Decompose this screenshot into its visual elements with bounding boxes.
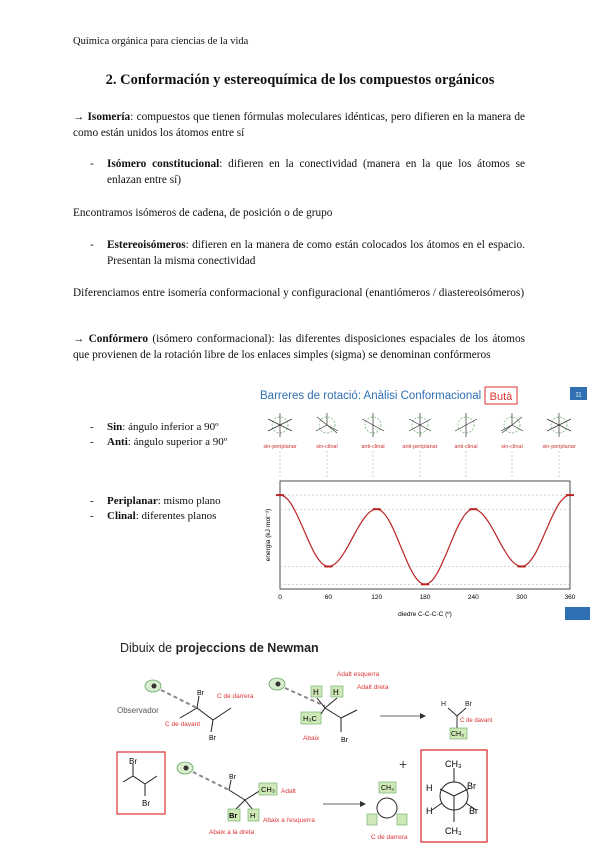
ch3-label: CH₃ xyxy=(445,826,462,836)
c-darrera-label: C de darrera xyxy=(217,693,254,700)
h-label: H xyxy=(426,806,433,816)
h-label: H xyxy=(333,688,339,697)
newman-title-bold: projeccions de Newman xyxy=(175,641,319,655)
eye-icon xyxy=(177,762,193,774)
list-item-periplanar: - Periplanar: mismo plano xyxy=(90,495,221,507)
data-point xyxy=(373,508,381,510)
c-darrera-label: C de darrera xyxy=(371,834,408,841)
eye-icon xyxy=(269,678,285,690)
conformational-slide xyxy=(258,383,590,620)
isomeria-text: : compuestos que tienen fórmulas moleculares idénticas, pero difieren en la manera de como están unidos los átomos entre sí xyxy=(73,111,525,139)
y-axis-label: energia (kJ·mol⁻¹) xyxy=(265,508,272,562)
constitucional-text: : difieren en la conectividad (manera en la que los átomos se enlazan entre sí) xyxy=(107,158,525,186)
br-label: Br xyxy=(142,799,150,808)
c-davant-label: C de davant xyxy=(460,718,493,724)
term-sin: Sin xyxy=(107,421,123,433)
page-header: Química orgánica para ciencias de la vida xyxy=(73,36,249,47)
data-point xyxy=(276,494,284,496)
butane-box xyxy=(117,752,165,814)
periplanar-text: : mismo plano xyxy=(157,495,221,507)
arrow: → xyxy=(73,333,85,345)
c-davant-label: C de davant xyxy=(165,721,201,728)
diferencia-paragraph: Diferenciamos entre isomería conformacional y configuracional (enantiómeros / diastereoisómeros) xyxy=(73,287,525,299)
list-item-anti: - Anti: ángulo superior a 90º xyxy=(90,436,228,448)
observador-label: Observador xyxy=(117,706,159,715)
adalt-dreta-label: Adalt dreta xyxy=(357,684,389,691)
term-anti: Anti xyxy=(107,436,128,448)
x-tick-label: 300 xyxy=(516,594,528,601)
term-estereo: Estereoisómeros xyxy=(107,239,186,251)
h-label: H xyxy=(426,783,433,793)
data-point xyxy=(518,565,526,567)
h-label: H xyxy=(250,811,256,820)
h-label: H xyxy=(441,701,447,708)
ch3-label: CH₃ xyxy=(261,785,275,794)
slide-footer-bar xyxy=(565,607,590,620)
term-isomeria: Isomería xyxy=(87,111,131,123)
x-tick-label: 0 xyxy=(278,594,282,601)
adalt-label: Adalt xyxy=(281,788,296,795)
arrow: → xyxy=(73,111,85,123)
conformation-label: sin-periplanar xyxy=(263,444,297,450)
conformation-label: sin-periplanar xyxy=(542,444,576,450)
newman-title xyxy=(120,641,319,655)
h3c-label: H₃C xyxy=(303,714,317,723)
data-point xyxy=(324,565,332,567)
adalt-esquerra-label: Adalt esquerra xyxy=(337,671,380,678)
conformation-label: anti-clinal xyxy=(361,444,385,450)
abaix-esquerra-label: Abaix a l'esquerra xyxy=(263,817,315,824)
x-axis-label: diedre C-C-C-C (º) xyxy=(398,611,452,618)
sin-text: : ángulo inferior a 90º xyxy=(122,421,219,433)
clinal-text: : diferentes planos xyxy=(135,510,217,522)
slide-title: Barreres de rotació: Anàlisi Conformacional xyxy=(260,390,482,402)
conformation-label: sin-clinal xyxy=(501,444,523,450)
term-conformero: Confórmero xyxy=(88,333,149,345)
abaix-dreta-label: Abaix a la dreta xyxy=(209,829,255,836)
buta-tag: Butà xyxy=(489,391,513,403)
abaix-label: Abaix xyxy=(303,735,320,742)
x-tick-label: 240 xyxy=(467,594,479,601)
list-item-estereo: - Estereoisómeros: difieren en la manera de como están colocados los átomos en el espacio. Presentan la misma conectividad xyxy=(90,239,525,267)
newman-title-light: Dibuix de xyxy=(120,641,176,655)
conformero-text: (isómero conformacional): las diferentes disposiciones espaciales de los átomos que provienen de la rotación libre de los enlaces simples (sigma) se denominan confórmeros xyxy=(73,333,525,361)
br-label: Br xyxy=(129,757,137,766)
data-point xyxy=(421,583,429,585)
conformation-label: sin-clinal xyxy=(316,444,338,450)
h-label: H xyxy=(313,688,319,697)
br-label: Br xyxy=(209,735,216,742)
slide-page-number: 11 xyxy=(575,392,582,399)
br-label: Br xyxy=(197,690,204,697)
x-tick-label: 120 xyxy=(371,594,383,601)
list-item-sin: - Sin: ángulo inferior a 90º xyxy=(90,421,219,433)
list-item-constitucional: - Isómero constitucional: difieren en la conectividad (manera en la que los átomos se enlazan entre sí) xyxy=(90,158,525,186)
ch3-label: CH₃ xyxy=(451,731,464,738)
ch3-label: CH₃ xyxy=(445,759,462,769)
br-label: Br xyxy=(229,811,238,820)
br-label: Br xyxy=(229,774,236,781)
conformation-label: anti-periplanar xyxy=(402,444,438,450)
conformero-paragraph xyxy=(73,331,525,363)
br-label: Br xyxy=(469,806,478,816)
list-item-clinal: - Clinal: diferentes planos xyxy=(90,510,217,522)
data-point xyxy=(469,508,477,510)
br-label: Br xyxy=(467,781,476,791)
plus-sign: + xyxy=(399,756,408,772)
conformation-label: anti-clinal xyxy=(454,444,478,450)
ch3-label: CH₃ xyxy=(381,785,394,792)
term-periplanar: Periplanar xyxy=(107,495,158,507)
x-tick-label: 60 xyxy=(324,594,332,601)
anti-text: : ángulo superior a 90º xyxy=(127,436,228,448)
isomeria-paragraph xyxy=(73,109,525,141)
eye-icon xyxy=(145,680,161,692)
term-constitucional: Isómero constitucional xyxy=(107,158,220,170)
page-title: 2. Conformación y estereoquímica de los compuestos orgánicos xyxy=(105,72,495,88)
br-label: Br xyxy=(341,737,348,744)
x-tick-label: 360 xyxy=(564,594,576,601)
br-label: Br xyxy=(465,701,472,708)
data-point xyxy=(566,494,574,496)
x-tick-label: 180 xyxy=(419,594,431,601)
cadena-paragraph: Encontramos isómeros de cadena, de posición o de grupo xyxy=(73,207,333,219)
newman-diagram xyxy=(105,634,495,846)
term-clinal: Clinal xyxy=(107,510,136,522)
estereo-text: : difieren en la manera de como están colocados los átomos en el espacio. Presentan la misma conectividad xyxy=(107,239,525,267)
